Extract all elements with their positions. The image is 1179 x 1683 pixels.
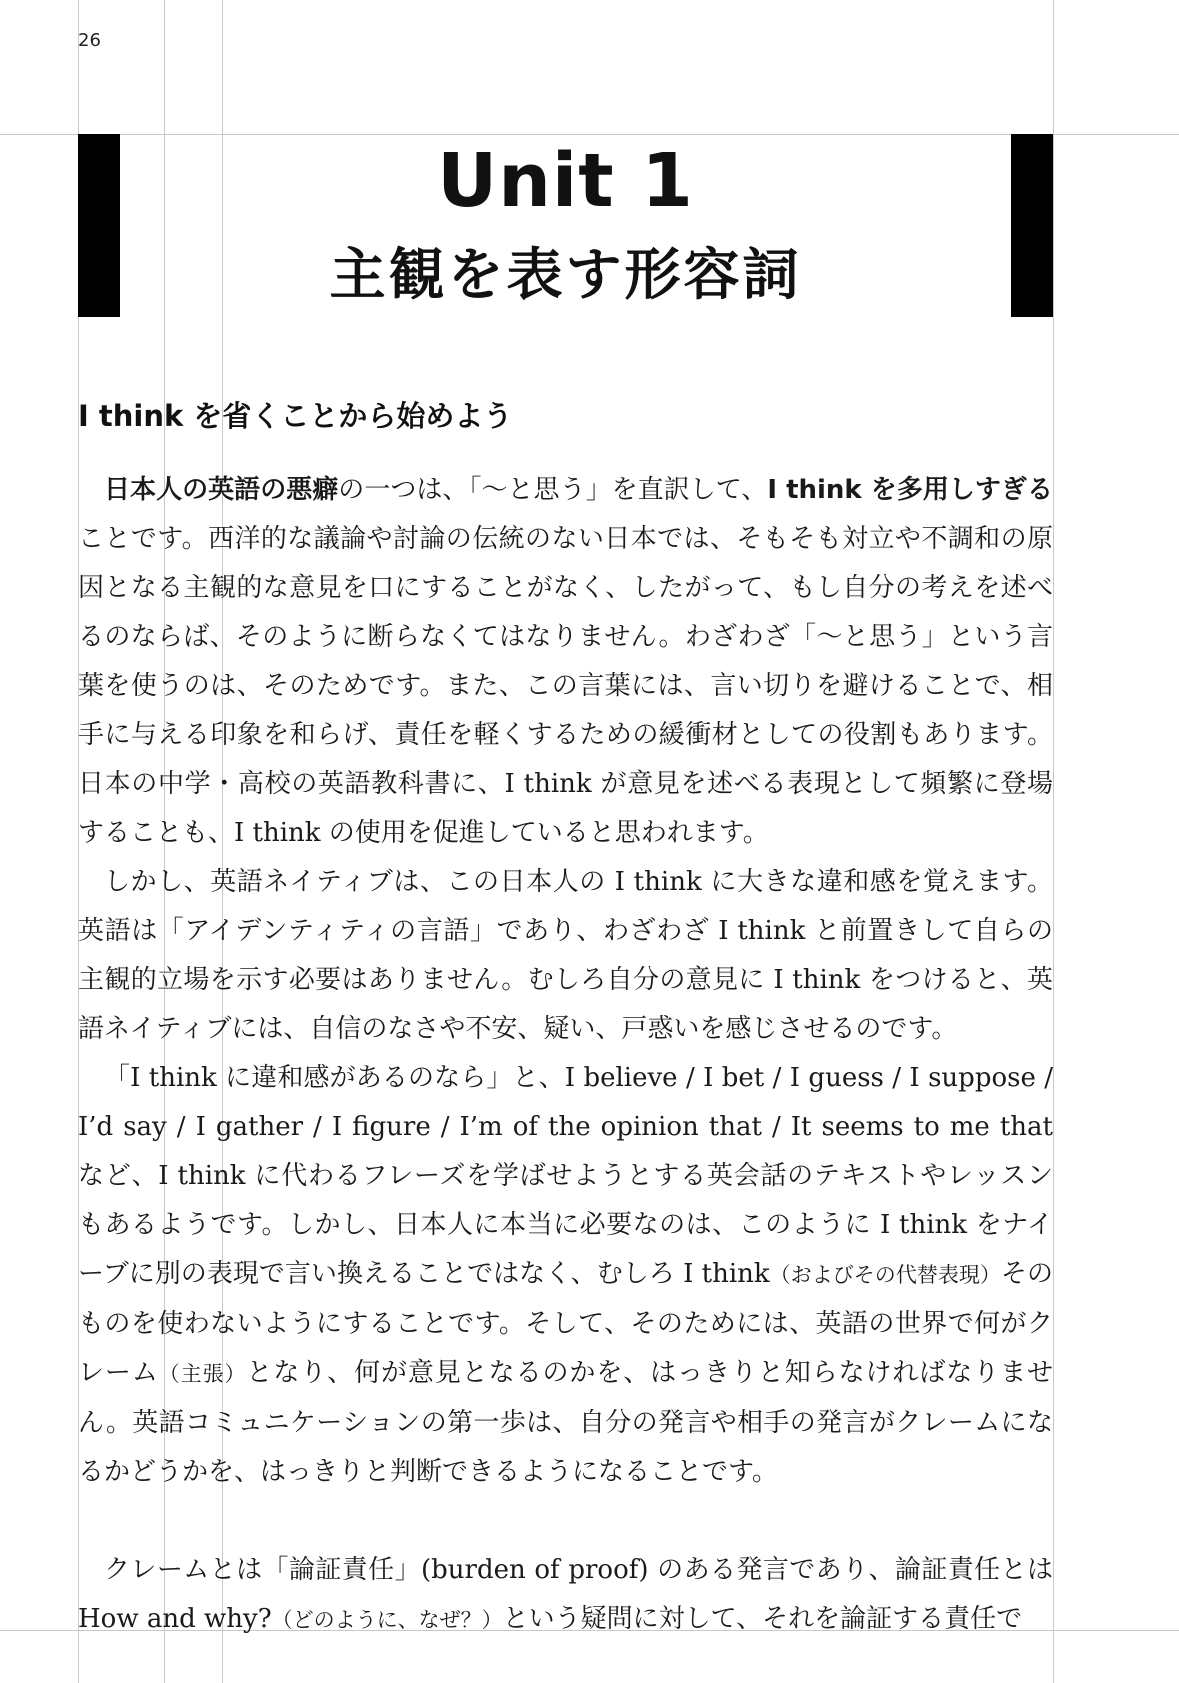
paragraph-text: クレームとは「論証責任」(burden of proof) のある発言であり、論証責任とは How and why? [78,1555,1053,1634]
parenthetical-note: （どのように、なぜ？） [271,1608,503,1632]
guide-line-right [1053,0,1054,1683]
paragraph-text: という疑問に対して、それを論証する責任で [502,1604,1023,1634]
parenthetical-note: （およびその代替表現） [769,1263,1001,1287]
bold-phrase: I think を多用しすぎる [767,475,1053,505]
paragraph-text: となり、何が意見となるのかを、はっきりと知らなければなりません。英語コミュニケーションの第一歩は、自分の発言や相手の発言がクレームになるかどうかを、はっきりと判断できるようになることです。 [78,1358,1053,1487]
guide-line-top [0,134,1179,135]
body-text [78,466,1053,1645]
paragraph-1 [78,466,1053,858]
unit-title: Unit 1 [437,138,694,224]
paragraph-4 [78,1546,1053,1645]
paragraph-2: しかし、英語ネイティブは、この日本人の I think に大きな違和感を覚えます。英語は「アイデンティティの言語」であり、わざわざ I think と前置きして自らの主観的立場を示す必要はありません。むしろ自分の意見に I think をつけると、英語ネイティブには、自信のなさや不安、疑い、戸惑いを感じさせるのです。 [78,867,1053,1044]
bold-phrase: 日本人の英語の悪癖 [104,475,339,505]
parenthetical-note: （主張） [158,1362,247,1386]
section-heading: I think を省くことから始めよう [78,399,513,433]
paragraph-text: の一つは、「〜と思う」を直訳して、 [338,475,768,505]
paragraph-text: ことです。西洋的な議論や討論の伝統のない日本では、そもそも対立や不調和の原因となる主観的な意見を口にすることがなく、したがって、もし自分の考えを述べるのならば、そのように断らなくてはなりません。わざわざ「〜と思う」という言葉を使うのは、そのためです。また、この言葉には、言い切りを避けることで、相手に与える印象を和らげ、責任を軽くするための緩衝材としての役割もあります。日本の中学・高校の英語教科書に、I think が意見を述べる表現として頻繁に登場することも、I think の使用を促進していると思われます。 [78,524,1053,848]
paragraph-text: そのものを使わないようにすることです。そして、そのためには、英語の世界で何がクレーム [78,1259,1053,1388]
unit-subtitle: 主観を表す形容詞 [329,243,802,308]
paragraph-3 [78,1054,1053,1497]
page-number: 26 [78,30,101,51]
paragraph-text: 「I think に違和感があるのなら」と、I believe / I bet / I guess / I suppose / I’d say / I gather / I figure / I’m of the opinion that / It seems to me that など、I think に代わるフレーズを学ばせようとする英会話のテキストやレッスンもあるようです。しかし、日本人に本当に必要なのは、このように I think をナイーブに別の表現で言い換えることではなく、むしろ I think [78,1063,1053,1289]
